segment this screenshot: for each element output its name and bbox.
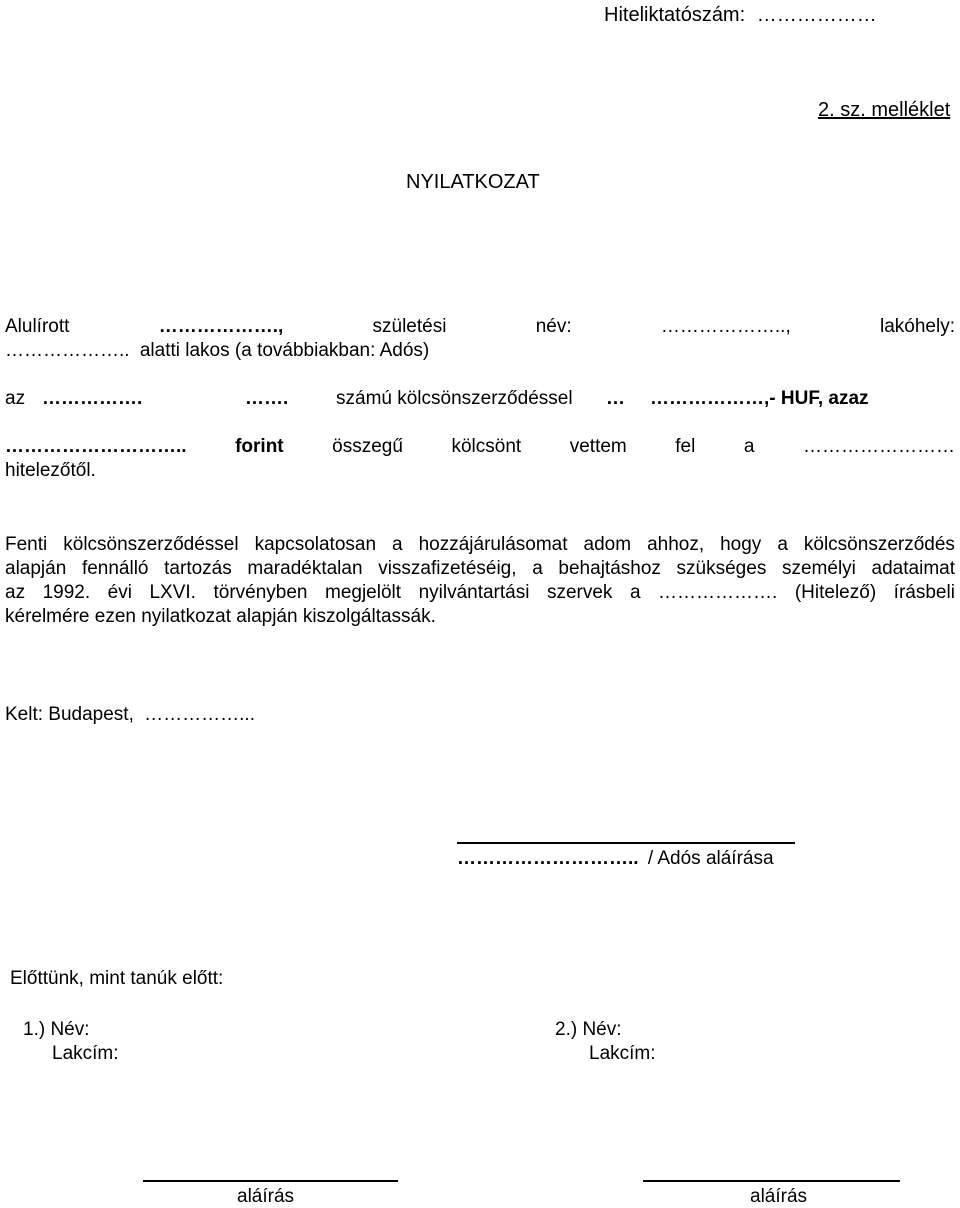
consent-word: maradéktalan [247,558,363,579]
consent-word: tartozás [164,558,232,579]
contract-placeholder-2: ……. [245,388,289,409]
consent-word: a [392,534,403,555]
consent-word: törvényben [213,582,308,603]
birthname-placeholder: ……………….., [660,316,791,337]
witness-2-address-label: Lakcím: [589,1043,656,1064]
contract-text: számú kölcsönszerződéssel [336,388,573,409]
consent-word: kölcsönszerződés [803,534,955,555]
consent-word: a [629,582,641,603]
consent-word: személyi [781,558,856,579]
document-title: NYILATKOZAT [406,171,540,193]
amount-words-placeholder: ……………………….. [5,436,187,457]
address-placeholder: ……………….. [5,340,130,361]
consent-line-1 [5,533,955,557]
consent-line-4-text: kérelmére ezen nyilatkozat alapján kiszolgáltassák. [5,606,436,627]
place-date-label: Kelt: Budapest, [5,704,134,725]
witness-1-signature-label: aláírás [237,1186,295,1207]
consent-word: évi [107,582,132,603]
consent-line-2 [5,557,955,581]
consent-word: adataimat [871,558,955,579]
az-word: az [5,388,26,409]
witness-1-name-label: 1.) Név: [23,1019,90,1040]
contract-placeholder-1: ……………. [42,388,143,409]
creditor-placeholder: …………………… [803,436,955,457]
witness-1-signature-line [143,1180,398,1182]
witness-1-address-label: Lakcím: [52,1043,119,1064]
consent-line-3 [5,581,955,605]
contract-placeholder-3: … [606,388,625,409]
loan-id-placeholder: ……………… [756,4,877,26]
loan-id-label: Hiteliktatószám: [604,4,746,26]
debtor-signature-label: / Adós aláírása [647,848,774,869]
consent-word: (Hitelező) [794,582,877,603]
consent-word: alapján [5,558,67,579]
witness-2-name-label: 2.) Név: [555,1019,622,1040]
consent-word: a [777,534,788,555]
date-line [5,703,255,726]
consent-word: kapcsolatosan [254,534,377,555]
fel-word: fel [675,436,696,457]
kolcsont-word: kölcsönt [451,436,522,457]
consent-word: 1992. [42,582,91,603]
consent-word: megjelölt [325,582,402,603]
consent-word: szervek [546,582,613,603]
consent-word: Fenti [5,534,48,555]
intro-line-4 [5,435,955,458]
consent-word: adom [583,534,632,555]
vettem-word: vettem [569,436,627,457]
name-label: név: [535,316,572,337]
intro-line-1 [5,315,955,338]
forint-word: forint [235,436,284,457]
consent-word: ahhoz, [647,534,705,555]
consent-word: ………………. [658,582,778,603]
loan-id-line [604,3,877,27]
consent-word: fennálló [81,558,149,579]
alulirott-label: Alulírott [5,316,70,337]
intro-line-3 [5,387,25,410]
intro-line-2 [5,339,429,362]
witness-2-signature-label: aláírás [750,1186,808,1207]
consent-word: hogy [720,534,762,555]
resident-text: alatti lakos (a továbbiakban: Adós) [139,340,430,361]
consent-line-4 [5,605,955,629]
consent-word: a [532,558,543,579]
osszegu-word: összegű [332,436,403,457]
consent-word: írásbeli [893,582,955,603]
birth-label: születési [372,316,447,337]
consent-word: hozzájárulásomat [418,534,568,555]
consent-word: LXVI. [149,582,196,603]
consent-paragraph [5,533,955,629]
name-placeholder: ………………., [158,316,284,337]
residence-label: lakóhely: [880,316,955,337]
consent-word: az [5,582,26,603]
amount-huf: ………………,- HUF, azaz [650,388,869,409]
attachment-label: 2. sz. melléklet [818,99,951,121]
witness-heading: Előttünk, mint tanúk előtt: [10,968,224,989]
consent-word: visszafizetéséig, [378,558,517,579]
debtor-signature-line [457,842,795,844]
debtor-name-placeholder: ……………………….. [457,848,639,869]
debtor-signature-caption [457,847,774,870]
consent-word: szükséges [676,558,767,579]
witness-2-signature-line [643,1180,900,1182]
intro-line-5: hitelezőtől. [5,460,96,481]
date-placeholder: ……………... [144,704,255,725]
consent-word: nyilvántartási [418,582,530,603]
a-word: a [743,436,755,457]
consent-word: kölcsönszerződéssel [63,534,239,555]
consent-word: behajtáshoz [558,558,661,579]
